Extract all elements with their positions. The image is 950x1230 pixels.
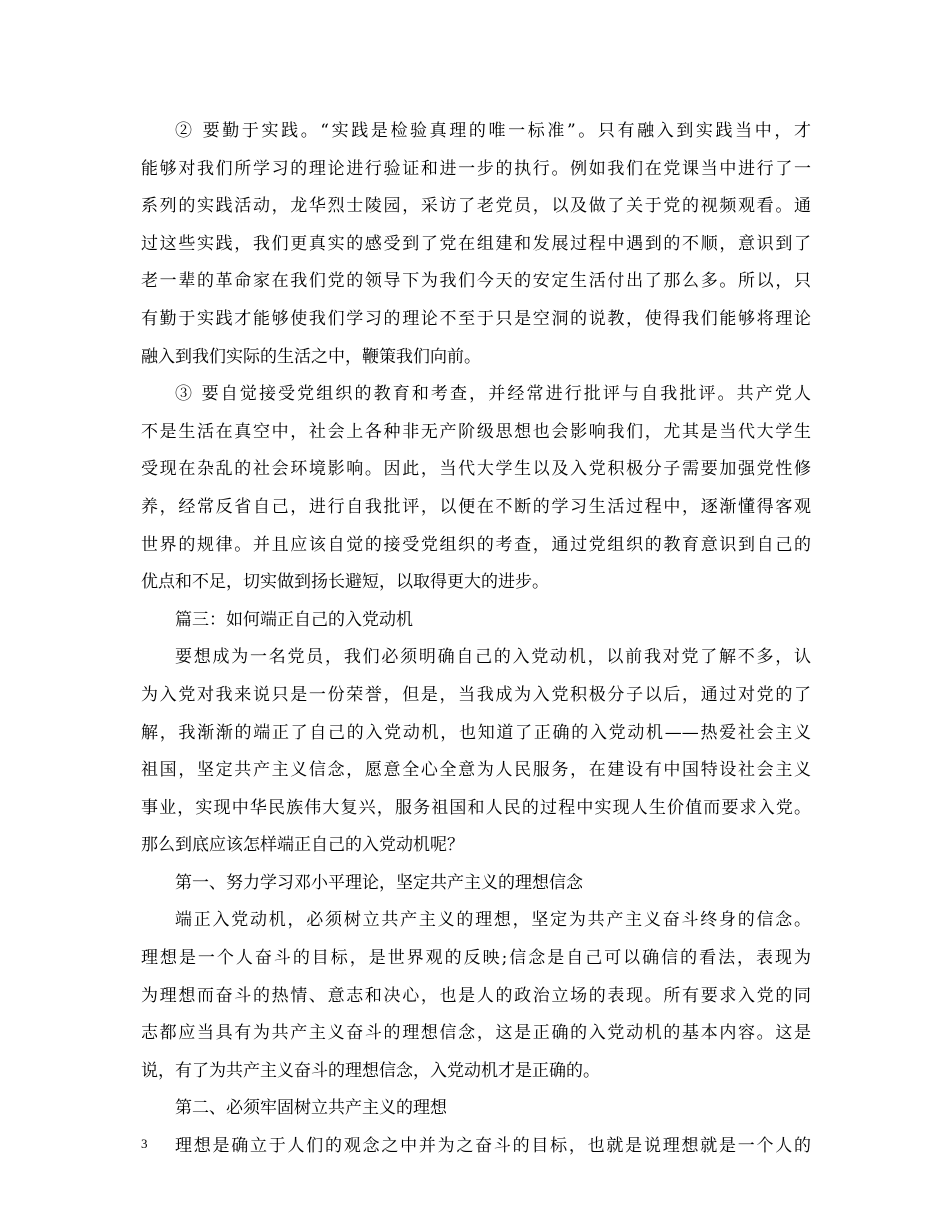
section-heading: 篇三：如何端正自己的入党动机 [175, 609, 413, 630]
page-number: 3 [141, 1136, 148, 1151]
paragraph-line: 能够对我们所学习的理论进行验证和进一步的执行。例如我们在党课当中进行了一 [141, 158, 811, 179]
paragraph-line: 端正入党动机，必须树立共产主义的理想，坚定为共产主义奋斗终身的信念。 [175, 910, 811, 931]
paragraph-line: 过这些实践，我们更真实的感受到了党在组建和发展过程中遇到的不顺，意识到了 [141, 233, 811, 254]
paragraph-line: 要想成为一名党员，我们必须明确自己的入党动机，以前我对党了解不多，认 [175, 647, 811, 668]
paragraph-line: 解，我渐渐的端正了自己的入党动机，也知道了正确的入党动机——热爱社会主义 [141, 722, 811, 743]
paragraph-line: 系列的实践活动，龙华烈士陵园，采访了老党员，以及做了关于党的视频观看。通 [141, 196, 811, 217]
paragraph-line: 融入到我们实际的生活之中，鞭策我们向前。 [141, 346, 481, 367]
paragraph-line: 志都应当具有为共产主义奋斗的理想信念，这是正确的入党动机的基本内容。这是 [141, 1023, 811, 1044]
document-body [141, 113, 811, 1166]
subsection-heading: 第二、必须牢固树立共产主义的理想 [175, 1098, 447, 1119]
paragraph-line: 受现在杂乱的社会环境影响。因此，当代大学生以及入党积极分子需要加强党性修 [141, 459, 811, 480]
paragraph-line: 不是生活在真空中，社会上各种非无产阶级思想也会影响我们，尤其是当代大学生 [141, 421, 811, 442]
paragraph-line: 养，经常反省自己，进行自我批评，以便在不断的学习生活过程中，逐渐懂得客观 [141, 496, 811, 517]
paragraph-line: 祖国，坚定共产主义信念，愿意全心全意为人民服务，在建设有中国特设社会主义 [141, 760, 811, 781]
paragraph-line: 那么到底应该怎样端正自己的入党动机呢？ [141, 835, 464, 856]
paragraph-line: 理想是一个人奋斗的目标，是世界观的反映;信念是自己可以确信的看法，表现为 [141, 948, 811, 969]
paragraph-line: 为入党对我来说只是一份荣誉，但是，当我成为入党积极分子以后，通过对党的了 [141, 684, 811, 705]
paragraph-line: 老一辈的革命家在我们党的领导下为我们今天的安定生活付出了那么多。所以，只 [141, 271, 811, 292]
paragraph-line: 世界的规律。并且应该自觉的接受党组织的考查，通过党组织的教育意识到自己的 [141, 534, 811, 555]
paragraph-line: 有勤于实践才能够使我们学习的理论不至于只是空洞的说教，使得我们能够将理论 [141, 308, 811, 329]
paragraph-line: ② 要勤于实践。“实践是检验真理的唯一标准”。只有融入到实践当中，才 [175, 121, 811, 141]
paragraph-line: ③ 要自觉接受党组织的教育和考查，并经常进行批评与自我批评。共产党人 [175, 384, 811, 405]
paragraph-line: 事业，实现中华民族伟大复兴，服务祖国和人民的过程中实现人生价值而要求入党。 [141, 797, 811, 818]
paragraph-line: 优点和不足，切实做到扬长避短，以取得更大的进步。 [141, 572, 549, 593]
paragraph-line: 说，有了为共产主义奋斗的理想信念，入党动机才是正确的。 [141, 1060, 600, 1081]
paragraph-line: 为理想而奋斗的热情、意志和决心，也是人的政治立场的表现。所有要求入党的同 [141, 985, 811, 1006]
paragraph-line: 理想是确立于人们的观念之中并为之奋斗的目标，也就是说理想就是一个人的 [175, 1136, 811, 1157]
subsection-heading: 第一、努力学习邓小平理论，坚定共产主义的理想信念 [175, 872, 583, 893]
